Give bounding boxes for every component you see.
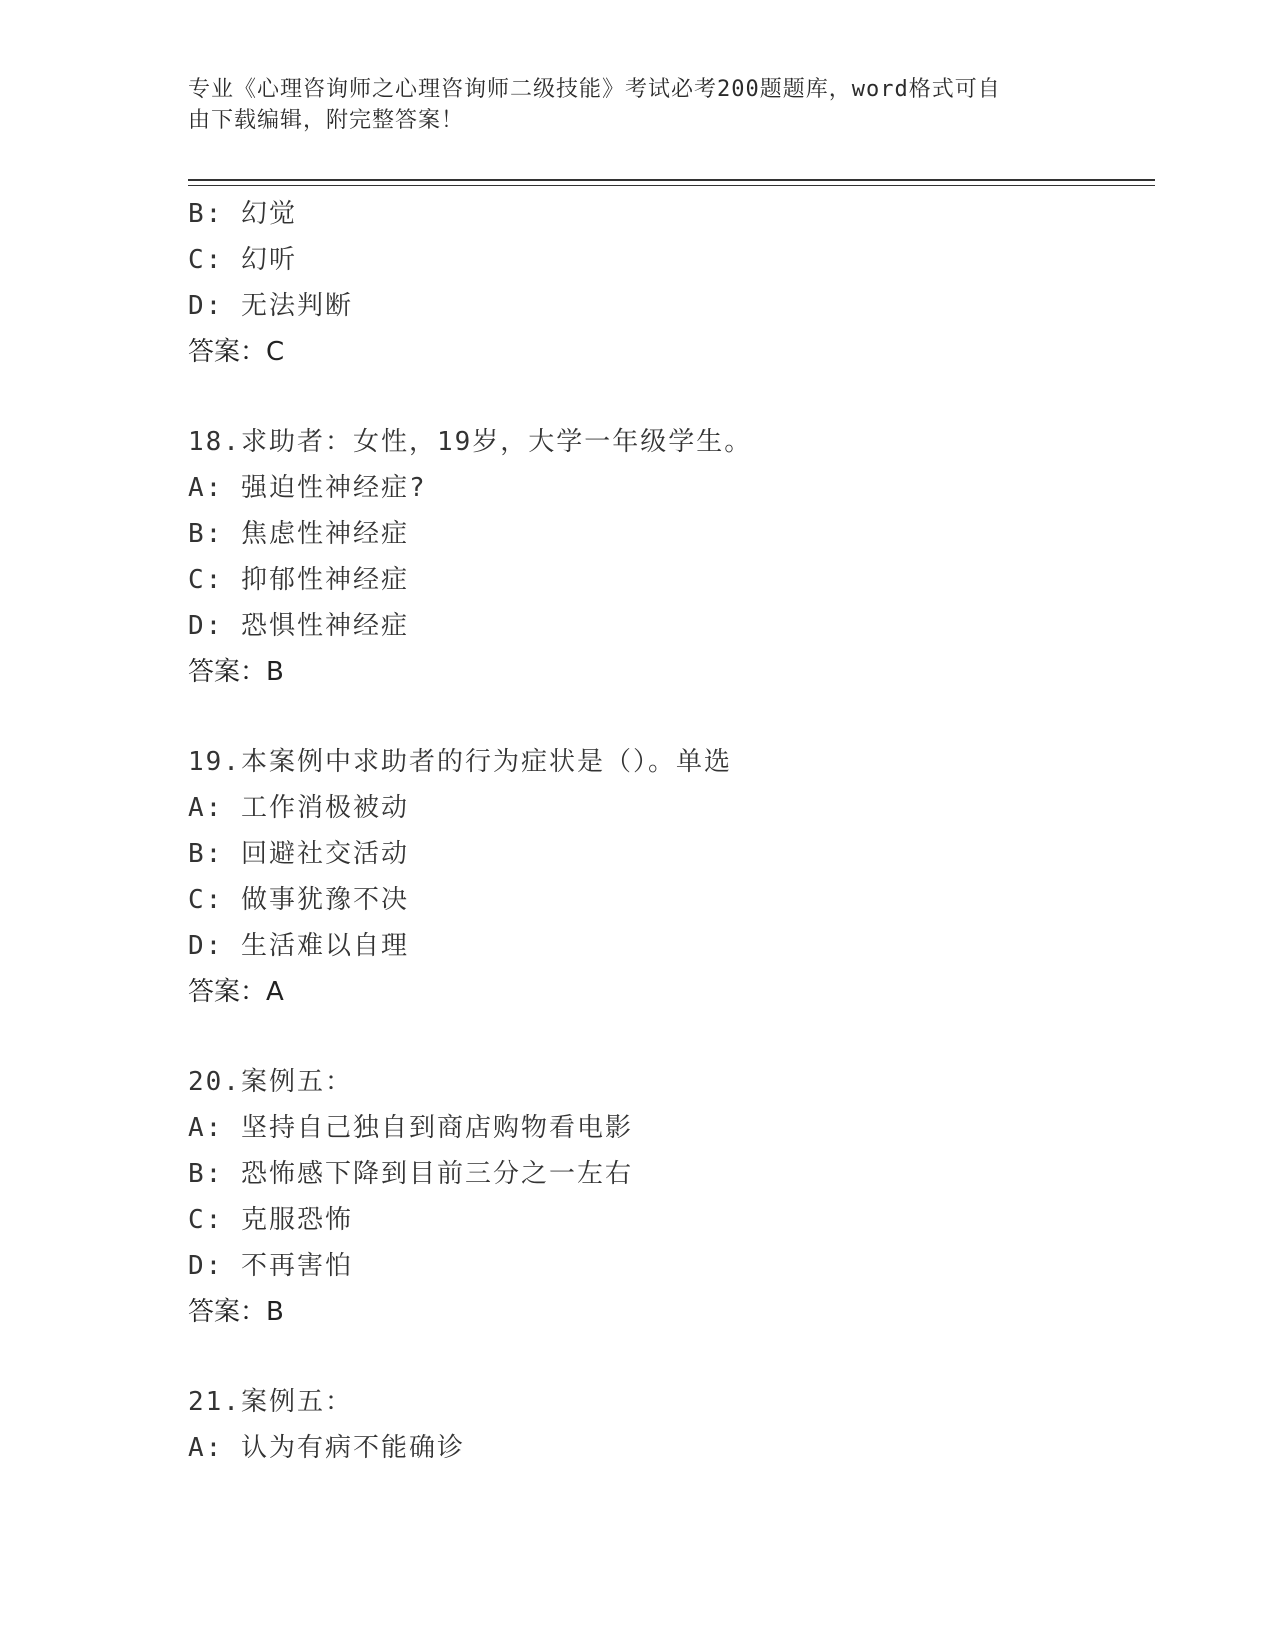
header-divider <box>188 179 1155 186</box>
question-19 <box>188 739 1148 1015</box>
option-b: B: 恐怖感下降到目前三分之一左右 <box>188 1159 633 1189</box>
option-a: A: 工作消极被动 <box>188 793 409 823</box>
question-text: 19.本案例中求助者的行为症状是（）。单选 <box>188 747 732 777</box>
answer: 答案：B <box>188 657 284 687</box>
option-b: B: 回避社交活动 <box>188 839 409 869</box>
option-b: B: 幻觉 <box>188 199 297 229</box>
option-d: D: 生活难以自理 <box>188 931 409 961</box>
header-line-1: 专业《心理咨询师之心理咨询师二级技能》考试必考200题题库，word格式可自 <box>188 77 1001 102</box>
option-c: C: 抑郁性神经症 <box>188 565 409 595</box>
answer: 答案：B <box>188 1297 284 1327</box>
answer: 答案：A <box>188 977 284 1007</box>
option-a: A: 坚持自己独自到商店购物看电影 <box>188 1113 633 1143</box>
question-list <box>188 191 1148 1471</box>
question-20 <box>188 1059 1148 1335</box>
option-a: A: 认为有病不能确诊 <box>188 1433 465 1463</box>
header-line-2: 由下载编辑，附完整答案！ <box>188 108 465 133</box>
option-c: C: 克服恐怖 <box>188 1205 353 1235</box>
document-header <box>188 74 1068 136</box>
option-d: D: 不再害怕 <box>188 1251 353 1281</box>
question-21 <box>188 1379 1148 1471</box>
option-a: A: 强迫性神经症? <box>188 473 427 503</box>
option-d: D: 恐惧性神经症 <box>188 611 409 641</box>
question-text: 18.求助者：女性，19岁，大学一年级学生。 <box>188 427 753 457</box>
option-d: D: 无法判断 <box>188 291 353 321</box>
option-b: B: 焦虑性神经症 <box>188 519 409 549</box>
answer: 答案：C <box>188 337 285 367</box>
question-17 <box>188 191 1148 375</box>
question-text: 20.案例五： <box>188 1067 353 1097</box>
option-c: C: 幻听 <box>188 245 297 275</box>
option-c: C: 做事犹豫不决 <box>188 885 409 915</box>
question-text: 21.案例五： <box>188 1387 353 1417</box>
question-18 <box>188 419 1148 695</box>
